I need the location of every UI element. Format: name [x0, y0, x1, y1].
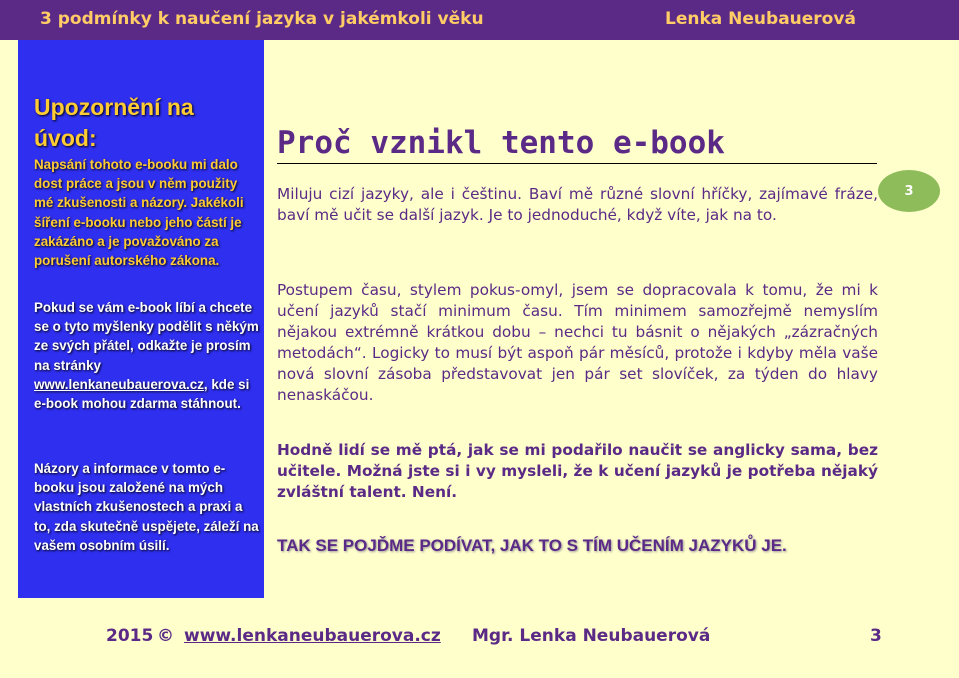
footer-year: 2015 [106, 626, 154, 646]
sidebar-warning: Napsání tohoto e-booku mi dalo dost práce a jsou v něm použity mé zkušenosti a názory. Jakékoli šíření e-booku nebo jeho částí je zakázáno a je považováno za porušení autorského zákona. [34, 157, 244, 269]
copyright-icon: © [157, 626, 174, 646]
page-header [0, 0, 959, 40]
header-title: 3 podmínky k naučení jazyka v jakémkoli věku [40, 9, 484, 29]
sidebar-note: Názory a informace v tomto e-booku jsou založené na mých vlastních zkušenostech a praxi a to, zda skutečně uspějete, záleží na vašem osobním úsilí. [34, 461, 259, 553]
footer-page-number: 3 [870, 626, 882, 646]
page-footer [0, 612, 959, 678]
page-title: Proč vznikl tento e-book [277, 125, 725, 161]
sidebar-share-link[interactable]: www.lenkaneubauerova.cz [34, 376, 204, 392]
title-divider [277, 163, 877, 164]
share-text-before: Pokud se vám e-book líbí a chcete se o tyto myšlenky podělit s někým ze svých přátel, odkažte je prosím na stránky [34, 300, 259, 373]
call-to-action: TAK SE POJĎME PODÍVAT, JAK TO S TÍM UČENÍM JAZYKŮ JE. [277, 536, 787, 555]
sidebar-heading: Upozornění na úvod: [34, 94, 194, 151]
sidebar-notice [18, 40, 264, 598]
paragraph-method: Postupem času, stylem pokus-omyl, jsem se dopracovala k tomu, že mi k učení jazyků stačí minimum času. Tím minimem samozřejmě nemyslím nějakou extrémně krátkou dobu – nechci tu básnit o nějakých „zázračných metodách“. Logicky to musí být aspoň pár měsíců, protože i kdyby měla vaše nová slovní zásoba představovat jen pár set slovíček, za týden do hlavy nenaskáčou. [277, 281, 878, 404]
footer-author: Mgr. Lenka Neubauerová [472, 626, 711, 646]
paragraph-intro: Miluju cizí jazyky, ale i češtinu. Baví mě různé slovní hříčky, zajímavé fráze, baví mě učit se další jazyk. Je to jednoduché, když víte, jak na to. [277, 185, 878, 224]
sidebar-share [34, 298, 260, 413]
header-author: Lenka Neubauerová [665, 9, 856, 29]
footer-link[interactable]: www.lenkaneubauerova.cz [184, 626, 441, 646]
paragraph-question: Hodně lidí se mě ptá, jak se mi podařilo naučit se anglicky sama, bez učitele. Možná jste si i vy mysleli, že k učení jazyků je potřeba nějaký zvláštní talent. Není. [277, 441, 878, 501]
share-text-after: , kde si e-book mohou zdarma stáhnout. [34, 376, 250, 412]
page-badge: 3 [878, 170, 940, 212]
